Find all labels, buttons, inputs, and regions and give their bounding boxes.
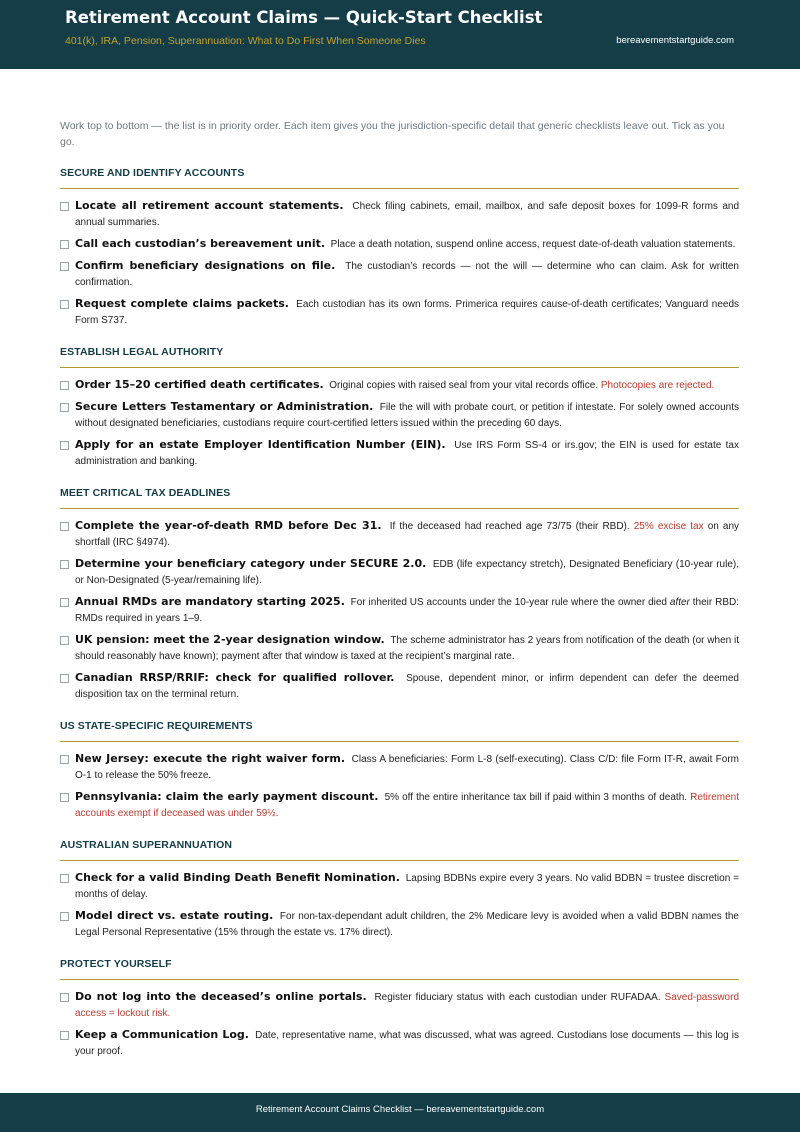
checklist-item bbox=[60, 1027, 739, 1060]
item-heading: New Jersey: execute the right waiver form. bbox=[75, 752, 346, 765]
item-warning: 25% excise tax bbox=[633, 521, 704, 532]
item-description: Class A beneficiaries: Form L-8 (self-executing). Class C/D: file Form IT-R, await Form O-1 to release the 50% freeze. bbox=[75, 754, 739, 781]
item-heading: Complete the year-of-death RMD before Dec 31. bbox=[75, 519, 382, 532]
item-description: 5% off the entire inheritance tax bill if paid within 3 months of death. bbox=[384, 792, 688, 803]
checkbox[interactable] bbox=[60, 403, 69, 412]
intro-text: Work top to bottom — the list is in priority order. Each item gives you the jurisdiction-specific detail that generic checklists leave out. Tick as you go. bbox=[60, 120, 725, 148]
item-heading: Canadian RRSP/RRIF: check for qualified rollover. bbox=[75, 671, 395, 684]
checkbox[interactable] bbox=[60, 441, 69, 450]
item-heading: Pennsylvania: claim the early payment discount. bbox=[75, 790, 379, 803]
checkbox[interactable] bbox=[60, 522, 69, 531]
section-divider bbox=[60, 860, 739, 861]
item-description: Original copies with raised seal from your vital records office. bbox=[329, 380, 599, 391]
item-description-tail: their RBD: RMDs required in years 1–9. bbox=[75, 597, 740, 624]
checklist-item bbox=[60, 198, 739, 231]
item-description-tail: on any shortfall (IRC §4974). bbox=[75, 521, 740, 548]
item-heading: Apply for an estate Employer Identification Number (EIN). bbox=[75, 438, 446, 451]
checklist-item bbox=[60, 296, 739, 329]
item-description: File the will with probate court, or petition if intestate. For solely owned accounts without designated beneficiaries, custodians require court-certified letters issued within the preceding 60 days. bbox=[75, 402, 739, 429]
checkbox[interactable] bbox=[60, 755, 69, 764]
section-title: US STATE-SPECIFIC REQUIREMENTS bbox=[60, 720, 253, 732]
site-link[interactable]: bereavementstartguide.com bbox=[616, 35, 734, 46]
checklist-item bbox=[60, 908, 739, 941]
item-heading: Call each custodian’s bereavement unit. bbox=[75, 237, 326, 250]
item-description: For inherited US accounts under the 10-year rule where the owner died bbox=[350, 597, 667, 608]
checklist-item bbox=[60, 399, 739, 432]
item-warning: Photocopies are rejected. bbox=[600, 380, 715, 391]
item-heading: Check for a valid Binding Death Benefit Nomination. bbox=[75, 871, 400, 884]
section-divider bbox=[60, 979, 739, 980]
checkbox[interactable] bbox=[60, 636, 69, 645]
checklist-item bbox=[60, 632, 739, 665]
item-emphasis: after bbox=[669, 597, 690, 608]
checklist-item bbox=[60, 518, 739, 551]
item-heading: Model direct vs. estate routing. bbox=[75, 909, 274, 922]
checkbox[interactable] bbox=[60, 1031, 69, 1040]
item-description: The custodian’s records — not the will — determine who can claim. Ask for written confirmation. bbox=[75, 261, 739, 288]
page-title: Retirement Account Claims — Quick-Start Checklist bbox=[65, 8, 543, 27]
checklist-item bbox=[60, 751, 739, 784]
checkbox[interactable] bbox=[60, 262, 69, 271]
checklist-item bbox=[60, 556, 739, 589]
checklist-content bbox=[60, 118, 739, 1065]
checkbox[interactable] bbox=[60, 300, 69, 309]
checkbox[interactable] bbox=[60, 598, 69, 607]
checkbox[interactable] bbox=[60, 874, 69, 883]
item-heading: Request complete claims packets. bbox=[75, 297, 289, 310]
item-heading: Determine your beneficiary category under SECURE 2.0. bbox=[75, 557, 427, 570]
checklist-item bbox=[60, 670, 739, 703]
item-description: Spouse, dependent minor, or infirm dependent can defer the deemed disposition tax on the terminal return. bbox=[75, 673, 739, 700]
item-heading: Order 15–20 certified death certificates. bbox=[75, 378, 324, 391]
item-heading: UK pension: meet the 2-year designation window. bbox=[75, 633, 385, 646]
section-divider bbox=[60, 188, 739, 189]
checklist-sections bbox=[60, 167, 739, 1060]
item-description: Date, representative name, what was discussed, what was agreed. Custodians lose documents — this log is your proof. bbox=[75, 1030, 739, 1057]
checklist-item bbox=[60, 377, 739, 394]
checklist-item bbox=[60, 236, 739, 253]
section-divider bbox=[60, 741, 739, 742]
item-heading: Annual RMDs are mandatory starting 2025. bbox=[75, 595, 345, 608]
section-title: MEET CRITICAL TAX DEADLINES bbox=[60, 487, 231, 499]
item-description: Lapsing BDBNs expire every 3 years. No valid BDBN = trustee discretion = months of delay. bbox=[75, 873, 739, 900]
page-footer: Retirement Account Claims Checklist — bereavementstartguide.com bbox=[0, 1093, 800, 1132]
checkbox[interactable] bbox=[60, 202, 69, 211]
item-description: Each custodian has its own forms. Primerica requires cause-of-death certificates; Vanguard needs Form S737. bbox=[75, 299, 739, 326]
item-description: The scheme administrator has 2 years from notification of the death (or when it should reasonably have known); payment after that window is taxed at the recipient’s marginal rate. bbox=[75, 635, 739, 662]
checklist-item bbox=[60, 989, 739, 1022]
item-description: EDB (life expectancy stretch), Designated Beneficiary (10-year rule), or Non-Designated (5-year/remaining life). bbox=[75, 559, 740, 586]
section-title: PROTECT YOURSELF bbox=[60, 958, 172, 970]
item-description: Check filing cabinets, email, mailbox, and safe deposit boxes for 1099-R forms and annual summaries. bbox=[75, 201, 740, 228]
checklist-item bbox=[60, 437, 739, 470]
item-heading: Keep a Communication Log. bbox=[75, 1028, 249, 1041]
checkbox[interactable] bbox=[60, 793, 69, 802]
item-heading: Locate all retirement account statements. bbox=[75, 199, 344, 212]
checkbox[interactable] bbox=[60, 381, 69, 390]
section-title: SECURE AND IDENTIFY ACCOUNTS bbox=[60, 167, 245, 179]
item-description: Register fiduciary status with each custodian under RUFADAA. bbox=[374, 992, 661, 1003]
item-description: Place a death notation, suspend online access, request date-of-death valuation statements. bbox=[330, 239, 736, 250]
checkbox[interactable] bbox=[60, 674, 69, 683]
item-heading: Confirm beneficiary designations on file. bbox=[75, 259, 336, 272]
item-description: Use IRS Form SS-4 or irs.gov; the EIN is used for estate tax administration and banking. bbox=[75, 440, 739, 467]
item-heading: Do not log into the deceased’s online portals. bbox=[75, 990, 367, 1003]
item-warning: Retirement accounts exempt if deceased was under 59½. bbox=[75, 792, 739, 819]
checklist-item bbox=[60, 594, 739, 627]
checklist-item bbox=[60, 870, 739, 903]
section-divider bbox=[60, 508, 739, 509]
item-warning: Saved-password access = lockout risk. bbox=[75, 992, 740, 1019]
page-subtitle: 401(k), IRA, Pension, Superannuation: What to Do First When Someone Dies bbox=[65, 35, 426, 47]
checkbox[interactable] bbox=[60, 560, 69, 569]
checkbox[interactable] bbox=[60, 993, 69, 1002]
header-banner bbox=[0, 0, 800, 69]
item-description: If the deceased had reached age 73/75 (their RBD). bbox=[389, 521, 630, 532]
checkbox[interactable] bbox=[60, 240, 69, 249]
section-title: ESTABLISH LEGAL AUTHORITY bbox=[60, 346, 224, 358]
item-heading: Secure Letters Testamentary or Administration. bbox=[75, 400, 374, 413]
section-divider bbox=[60, 367, 739, 368]
checklist-item bbox=[60, 789, 739, 822]
item-description: For non-tax-dependant adult children, the 2% Medicare levy is avoided when a valid BDBN names the Legal Personal Representative (15% through the estate vs. 17% direct). bbox=[75, 911, 739, 938]
section-title: AUSTRALIAN SUPERANNUATION bbox=[60, 839, 233, 851]
checklist-item bbox=[60, 258, 739, 291]
checkbox[interactable] bbox=[60, 912, 69, 921]
